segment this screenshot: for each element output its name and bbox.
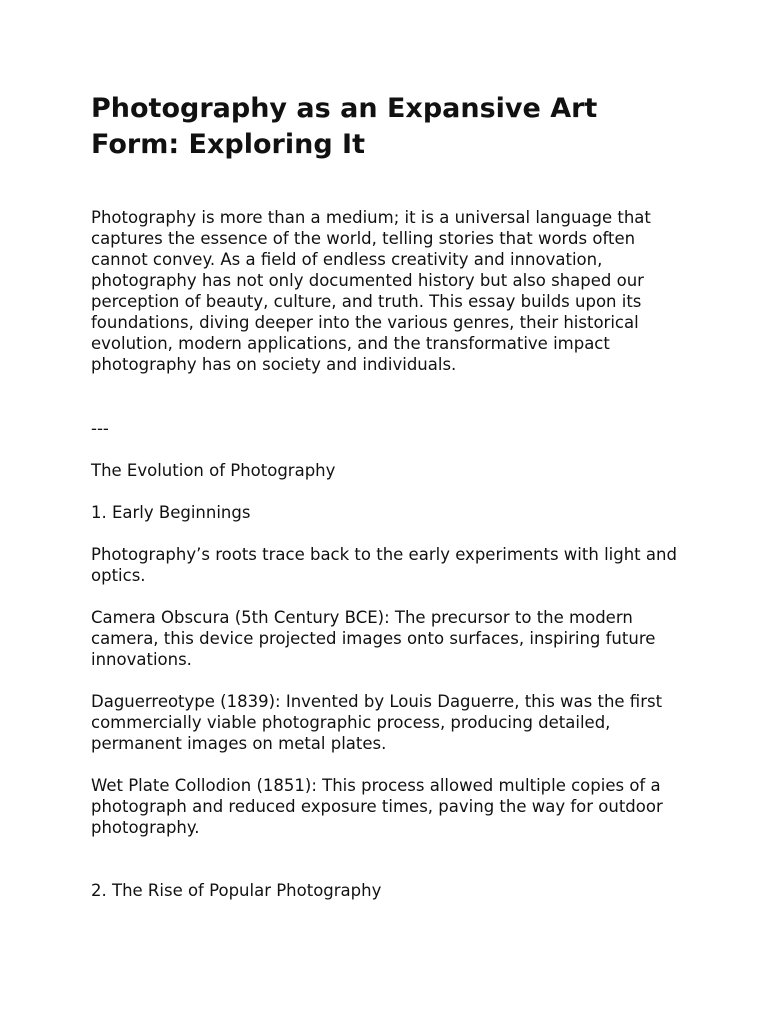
document-title: Photography as an Expansive Art Form: Exploring It xyxy=(91,93,598,160)
subsection-heading-popular-photography: 2. The Rise of Popular Photography xyxy=(91,881,382,900)
paragraph-camera-obscura: Camera Obscura (5th Century BCE): The precursor to the modern camera, this device projected images onto surfaces, inspiring future innovations. xyxy=(91,608,656,669)
section-separator: --- xyxy=(91,419,109,438)
paragraph-wet-plate: Wet Plate Collodion (1851): This process allowed multiple copies of a photograph and reduced exposure times, paving the way for outdoor photography. xyxy=(91,776,663,837)
intro-paragraph: Photography is more than a medium; it is a universal language that captures the essence of the world, telling stories that words often cannot convey. As a field of endless creativity and innovation, photography has not only documented history but also shaped our perception of beauty, culture, and truth. This essay builds upon its foundations, diving deeper into the various genres, their historical evolution, modern applications, and the transformative impact photography has on society and individuals. xyxy=(91,208,651,374)
subsection-heading-early-beginnings: 1. Early Beginnings xyxy=(91,503,251,522)
paragraph-daguerreotype: Daguerreotype (1839): Invented by Louis Daguerre, this was the first commercially viable photographic process, producing detailed, permanent images on metal plates. xyxy=(91,692,663,753)
section-heading: The Evolution of Photography xyxy=(91,461,336,480)
paragraph-roots: Photography’s roots trace back to the early experiments with light and optics. xyxy=(91,545,677,585)
